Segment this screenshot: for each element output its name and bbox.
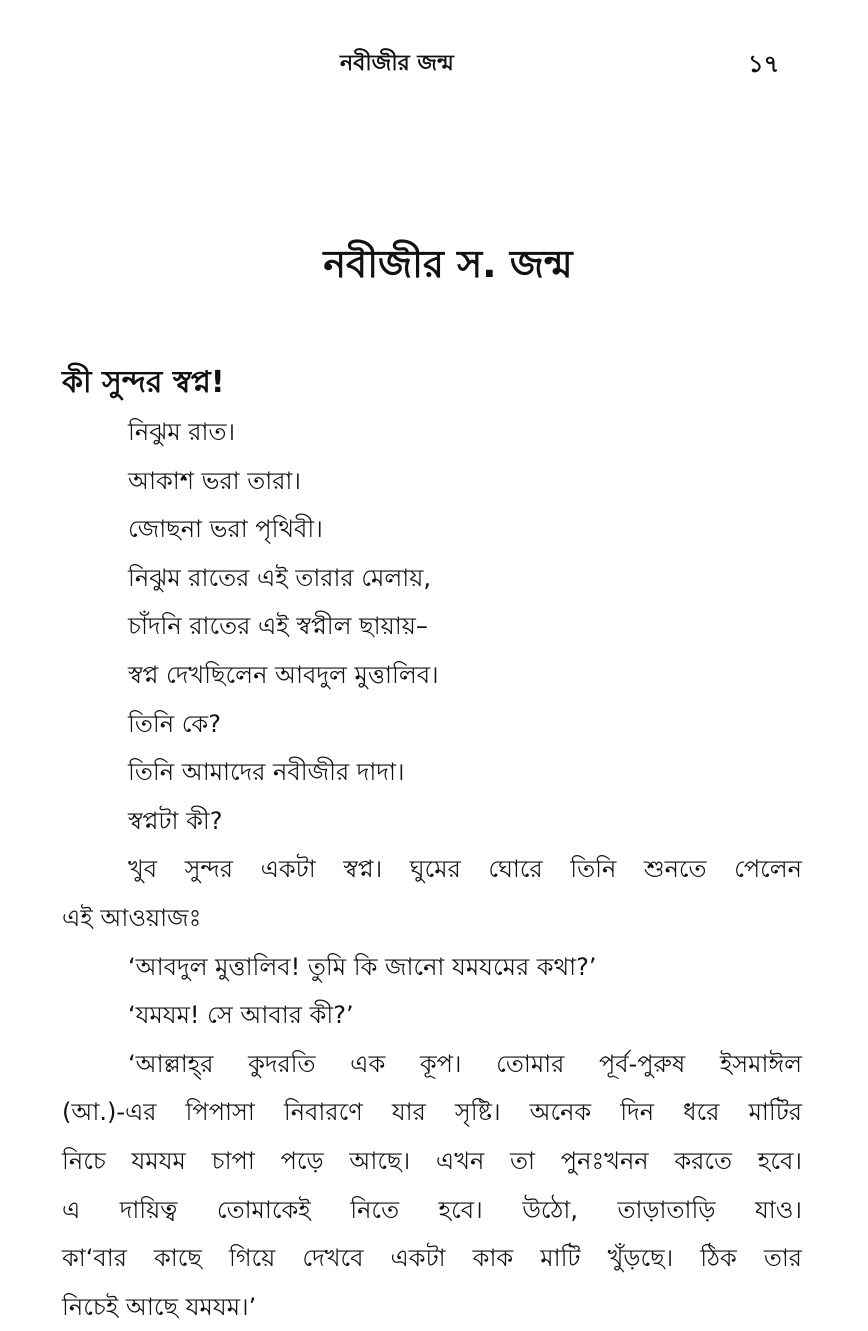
body-line: চাঁদনি রাতের এই স্বপ্নীল ছায়ায়– — [128, 612, 428, 641]
body-line: নিচেই আছে যমযম।’ — [62, 1292, 257, 1321]
body-line: তিনি কে? — [128, 709, 221, 738]
running-head — [0, 44, 868, 84]
section-heading: কী সুন্দর স্বপ্ন! — [62, 365, 225, 400]
body-line: এ দায়িত্ব তোমাকেই নিতে হবে। উঠো, তাড়াতাড়ি যাও। — [62, 1195, 802, 1224]
body-text — [62, 408, 802, 1331]
chapter-title: নবীজীর স. জন্ম — [323, 242, 573, 286]
body-line: স্বপ্নটা কী? — [128, 806, 223, 835]
body-line: তিনি আমাদের নবীজীর দাদা। — [128, 758, 405, 787]
body-line: এই আওয়াজঃ — [62, 903, 202, 932]
body-line: নিঝুম রাতের এই তারার মেলায়, — [128, 563, 431, 592]
body-line: খুব সুন্দর একটা স্বপ্ন। ঘুমের ঘোরে তিনি শুনতে পেলেন — [128, 855, 802, 884]
body-line: নিঝুম রাত। — [128, 418, 236, 446]
body-line: নিচে যমযম চাপা পড়ে আছে। এখন তা পুনঃখনন করতে হবে। — [62, 1146, 802, 1175]
body-line: ‘আল্লাহ্‌র কুদরতি এক কূপ। তোমার পূর্ব-পুরুষ ইসমাঈল — [128, 1049, 802, 1078]
body-line: আকাশ ভরা তারা। — [128, 466, 301, 495]
body-line: স্বপ্ন দেখছিলেন আবদুল মুত্তালিব। — [128, 660, 439, 689]
body-line: জোছনা ভরা পৃথিবী। — [128, 515, 323, 544]
body-line: কা‘বার কাছে গিয়ে দেখবে একটা কাক মাটি খুঁড়ছে। ঠিক তার — [62, 1244, 802, 1273]
body-line: (আ.)-এর পিপাসা নিবারণে যার সৃষ্টি। অনেক দিন ধরে মাটির — [62, 1098, 802, 1127]
page-number: ১৭ — [748, 50, 780, 78]
body-line: ‘যমযম! সে আবার কী?’ — [128, 1001, 354, 1030]
body-line: ‘আবদুল মুত্তালিব! তুমি কি জানো যমযমের কথা?’ — [128, 952, 597, 981]
running-title: নবীজীর জন্ম — [340, 51, 454, 76]
